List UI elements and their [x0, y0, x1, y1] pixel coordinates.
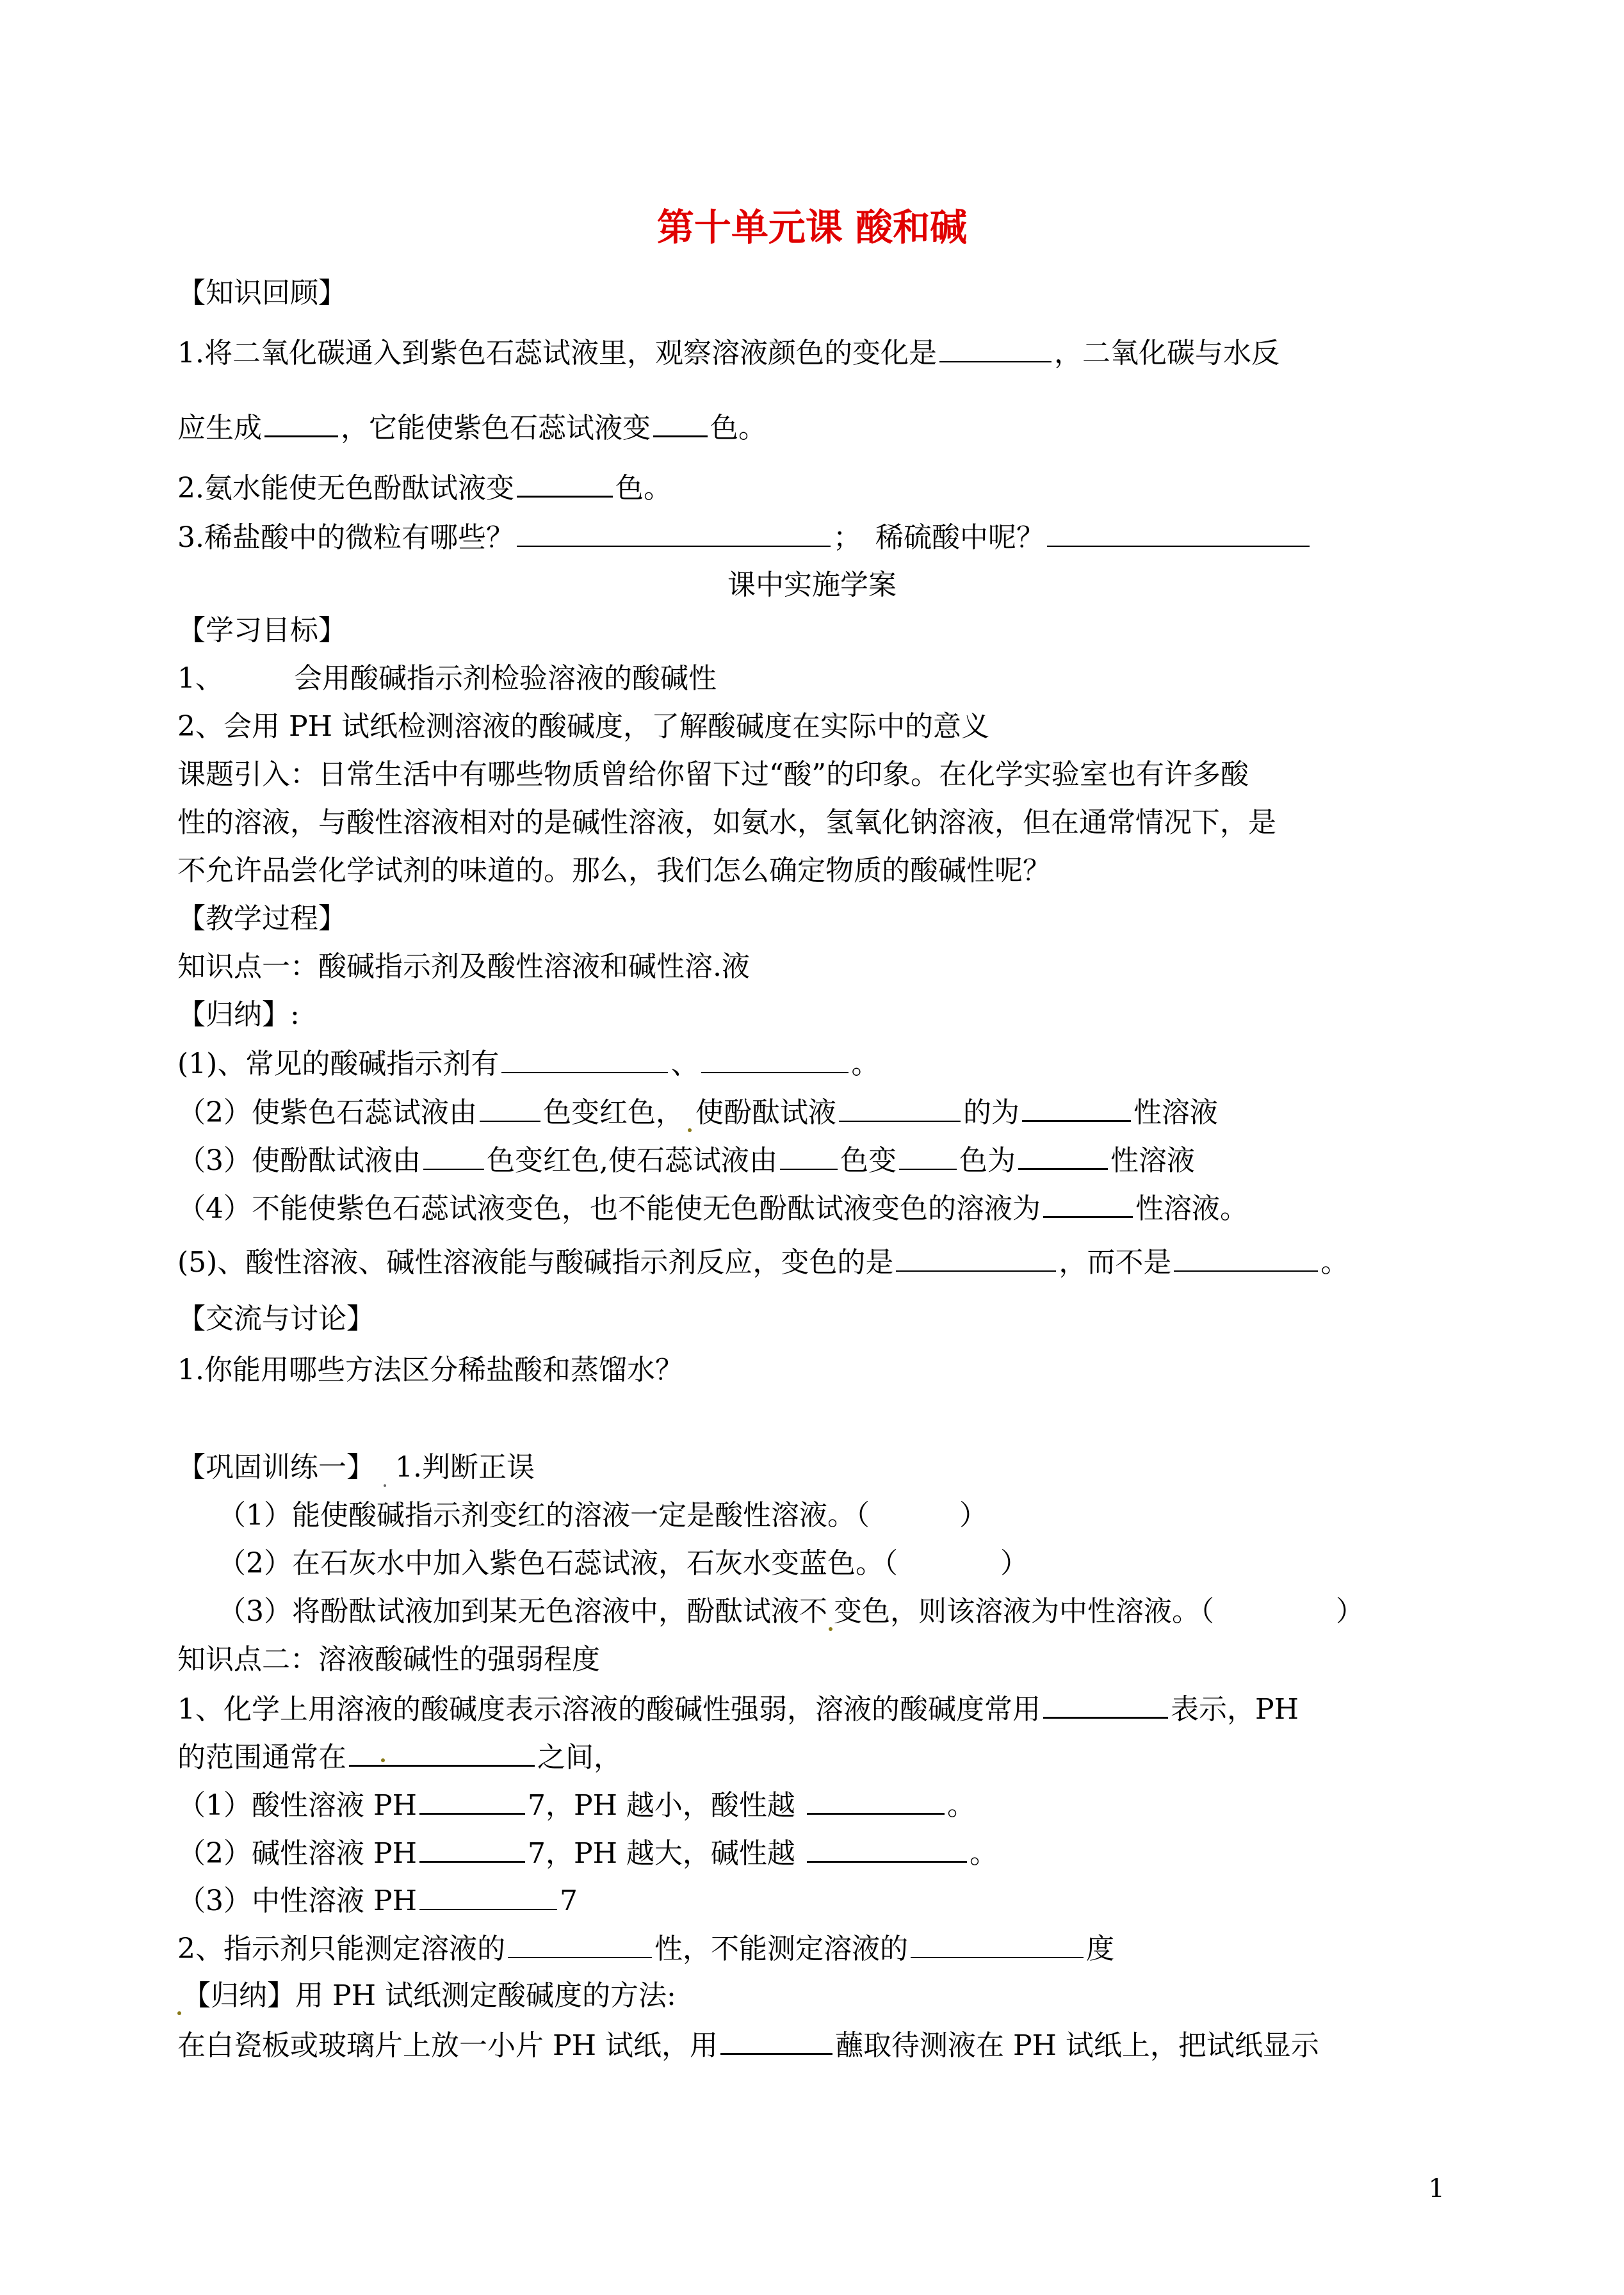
practice-item-3: （3）将酚酞试液加到某无色溶液中，酚酞试液不 变色，则该溶液为中性溶液。（ ）	[218, 1593, 1502, 1631]
blank	[480, 1092, 540, 1122]
summary-item-5: (5)、酸性溶液、碱性溶液能与酸碱指示剂反应，变色的是 ，而不是 。	[177, 1242, 1477, 1282]
blank	[264, 407, 338, 437]
blank	[911, 1929, 1084, 1958]
blank	[517, 517, 831, 547]
speck-mark	[177, 2011, 181, 2015]
review-q1-line2: 应生成 ，它能使紫色石蕊试液变 色。	[177, 407, 1477, 448]
speck-mark	[688, 1128, 692, 1132]
practice-item-2: （2）在石灰水中加入紫色石蕊试液，石灰水变蓝色。（ ）	[218, 1547, 1028, 1580]
kp2-ph-base: （2）碱性溶液 PH 7，PH 越大，碱性越 。	[177, 1833, 1477, 1873]
intro-line-1: 课题引入：日常生活中有哪些物质曾给你留下过“酸”的印象。在化学实验室也有许多酸	[177, 758, 1249, 791]
method-heading: 【归纳】用 PH 试纸测定酸碱度的方法:	[177, 1977, 1477, 2015]
speck-mark	[381, 1758, 385, 1762]
blank	[517, 467, 613, 498]
blank	[419, 1833, 525, 1863]
kp2-ph-neutral: （3）中性溶液 PH 7	[177, 1881, 1477, 1920]
method-line-1: 在白瓷板或玻璃片上放一小片 PH 试纸，用 蘸取待测液在 PH 试纸上，把试纸显示	[177, 2025, 1477, 2065]
blank	[701, 1044, 849, 1073]
blank	[1047, 517, 1310, 547]
blank	[780, 1140, 838, 1170]
blank	[653, 407, 708, 437]
summary-header: 【归纳】:	[177, 998, 300, 1031]
intro-line-3: 不允许品尝化学试剂的味道的。那么，我们怎么确定物质的酸碱性呢？	[177, 854, 1051, 887]
discuss-question-1: 1.你能用哪些方法区分稀盐酸和蒸馏水？	[177, 1354, 683, 1386]
blank	[419, 1785, 525, 1815]
speck-mark	[384, 1484, 386, 1487]
practice-item-1: （1）能使酸碱指示剂变红的溶液一定是酸性溶液。（ ）	[218, 1499, 987, 1532]
blank	[939, 333, 1052, 362]
speck-mark	[829, 1627, 832, 1631]
goal-1: 1、 会用酸碱指示剂检验溶液的酸碱性	[177, 662, 717, 695]
summary-item-2: （2）使紫色石蕊试液由 色变红色， 使酚酞试液 的为 性溶液	[177, 1092, 1477, 1132]
blank	[839, 1092, 961, 1122]
goals-header: 【学习目标】	[177, 614, 346, 647]
summary-item-3: （3）使酚酞试液由 色变红色,使石蕊试液由 色变 色为 性溶液	[177, 1140, 1477, 1180]
discuss-header: 【交流与讨论】	[177, 1302, 375, 1335]
kp2-line-3: 2、指示剂只能测定溶液的 性，不能测定溶液的 度	[177, 1929, 1477, 1968]
blank	[1174, 1242, 1318, 1272]
practice-heading: 【巩固训练一】 1.判断正误	[177, 1448, 1477, 1487]
blank	[419, 1881, 557, 1910]
blank	[423, 1140, 484, 1170]
blank	[1018, 1140, 1108, 1170]
knowledge-point-1: 知识点一：酸碱指示剂及酸性溶液和碱性溶.液	[177, 950, 750, 983]
review-q1-line1: 1.将二氧化碳通入到紫色石蕊试液里，观察溶液颜色的变化是 ，二氧化碳与水反	[177, 333, 1477, 373]
blank	[501, 1044, 668, 1073]
blank	[1022, 1092, 1131, 1122]
blank	[896, 1242, 1056, 1272]
kp2-line-1: 1、化学上用溶液的酸碱度表示溶液的酸碱性强弱，溶液的酸碱度常用 表示，PH	[177, 1689, 1477, 1729]
blank	[899, 1140, 957, 1170]
page-title: 第十单元课 酸和碱	[656, 206, 968, 249]
goal-2: 2、会用 PH 试纸检测溶液的酸碱度，了解酸碱度在实际中的意义	[177, 710, 989, 743]
kp2-ph-acid: （1）酸性溶液 PH 7，PH 越小，酸性越 。	[177, 1785, 1477, 1825]
kp2-line-2: 的范围通常在 之间，	[177, 1737, 1477, 1777]
blank	[1043, 1188, 1133, 1218]
page-number: 1	[1428, 2174, 1445, 2203]
process-header: 【教学过程】	[177, 902, 346, 935]
review-q3: 3.稀盐酸中的微粒有哪些？ ； 稀硫酸中呢？	[177, 517, 1477, 557]
blank	[349, 1737, 535, 1767]
review-header: 【知识回顾】	[177, 277, 346, 309]
blank	[720, 2025, 832, 2055]
knowledge-point-2: 知识点二：溶液酸碱性的强弱程度	[177, 1643, 600, 1676]
blank	[508, 1929, 652, 1958]
summary-item-4: （4）不能使紫色石蕊试液变色，也不能使无色酚酞试液变色的溶液为 性溶液。	[177, 1188, 1477, 1228]
blank	[1043, 1689, 1168, 1719]
section-plan-heading: 课中实施学案	[727, 569, 897, 601]
blank	[807, 1833, 967, 1863]
blank	[807, 1785, 945, 1815]
review-q2: 2.氨水能使无色酚酞试液变 色。	[177, 467, 1477, 508]
summary-item-1: (1)、常见的酸碱指示剂有 、 。	[177, 1044, 1477, 1083]
intro-line-2: 性的溶液，与酸性溶液相对的是碱性溶液，如氨水，氢氧化钠溶液，但在通常情况下，是	[177, 806, 1276, 839]
